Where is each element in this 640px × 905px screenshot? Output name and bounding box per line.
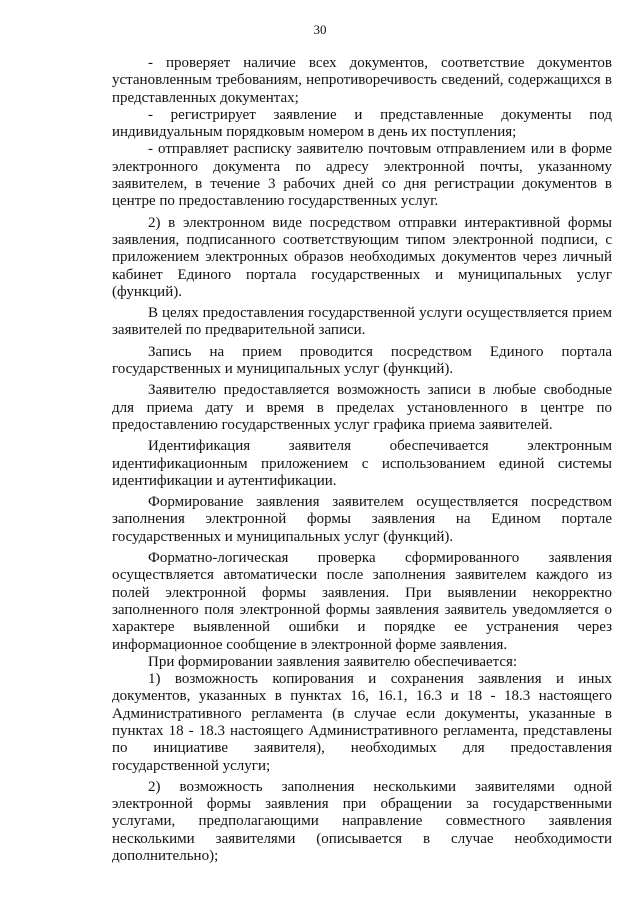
paragraph-preliminary-appointment: В целях предоставления государственной услуги осуществляется прием заявителей по предварительной записи.	[112, 305, 612, 339]
document-body	[112, 55, 612, 865]
paragraph-identification: Идентификация заявителя обеспечивается электронным идентификационным приложением с использованием единой системы идентификации и аутентификации.	[112, 438, 612, 489]
paragraph-application-forming: Формирование заявления заявителем осуществляется посредством заполнения электронной формы заявления на Едином портале государственных и муниципальных услуг (функций).	[112, 494, 612, 545]
paragraph-register-application: - регистрирует заявление и представленные документы под индивидуальным порядковым номером в день их поступления;	[112, 106, 612, 141]
paragraph-send-receipt: - отправляет расписку заявителю почтовым отправлением или в форме электронного документа по адресу электронной почты, указанному заявителем, в течение 3 рабочих дней со дня регистрации документов в центре по предоставлению государственных услуг.	[112, 141, 612, 210]
paragraph-appointment-via-portal: Запись на прием проводится посредством Единого портала государственных и муниципальных услуг (функций).	[112, 343, 612, 378]
paragraph-provision-copy-save: 1) возможность копирования и сохранения заявления и иных документов, указанных в пунктах 16, 16.1, 16.3 и 18 - 18.3 настоящего Административного регламента (в случае если документы, указанные в пунктах 18 - 18.3 настоящего Административного регламента, представлены по инициативе заявителя), необходимых для предоставления государственной услуги;	[112, 671, 612, 774]
paragraph-application-provisions-intro: При формировании заявления заявителю обеспечивается:	[148, 653, 518, 670]
page-number: 30	[313, 22, 327, 37]
paragraph-format-logical-check: Форматно-логическая проверка сформированного заявления осуществляется автоматически после заполнения заявителем каждого из полей электронной формы заявления. При выявлении некорректно заполненного поля электронной формы заявления заявитель уведомляется о характере выявленной ошибки и порядке ее устранения через информационное сообщение в электронной форме заявления.	[112, 550, 612, 653]
paragraph-electronic-submission: 2) в электронном виде посредством отправки интерактивной формы заявления, подписанного соответствующим типом электронной подписи, с приложением электронных образов необходимых документов через личный кабинет Единого портала государственных и муниципальных услуг (функций).	[112, 214, 612, 300]
paragraph-appointment-time: Заявителю предоставляется возможность записи в любые свободные для приема дату и время в пределах установленного в центре по предоставлению государственных услуг графика приема заявителей.	[112, 382, 612, 433]
paragraph-check-documents: - проверяет наличие всех документов, соответствие документов установленным требованиям, непротиворечивость сведений, содержащихся в представленных документах;	[112, 55, 612, 106]
paragraph-provision-joint-filling: 2) возможность заполнения несколькими заявителями одной электронной формы заявления при обращении за государственными услугами, предполагающими направление совместного заявления несколькими заявителями (описывается в случае необходимости дополнительно);	[112, 778, 612, 865]
